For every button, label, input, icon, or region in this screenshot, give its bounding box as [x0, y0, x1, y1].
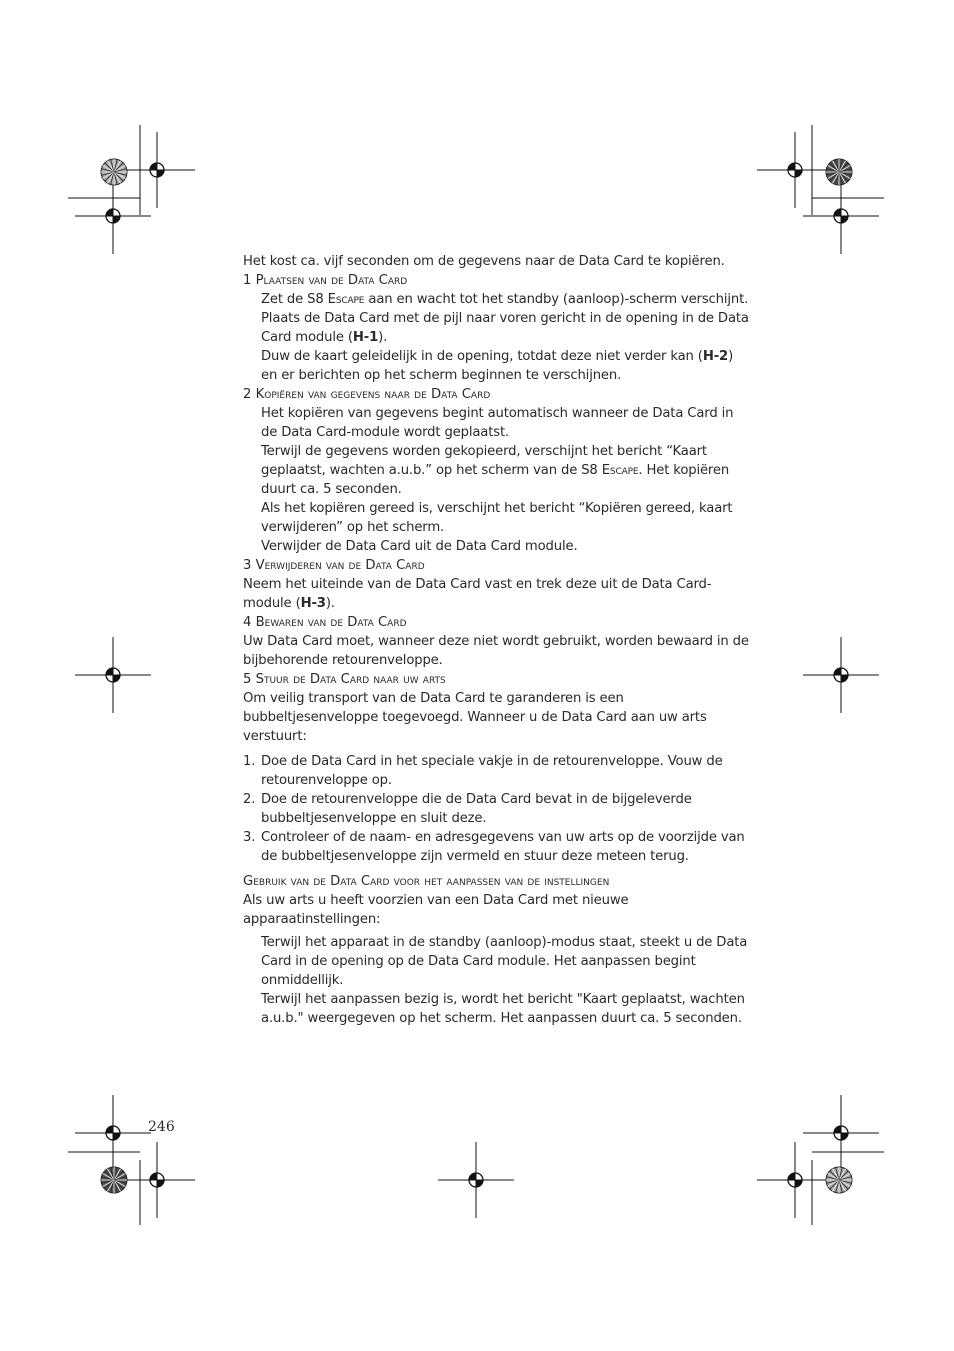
figure-reference: H-3 — [300, 596, 326, 611]
paragraph: Terwijl het aanpassen bezig is, wordt het bericht "Kaart geplaatst, wachten a.u.b." weergegeven op het scherm. Het aanpassen duurt ca. 5 seconden. — [261, 992, 745, 1026]
list-item: 2. Doe de retourenveloppe die de Data Card bevat in de bijgeleverde bubbeltjesenveloppe en sluit deze. — [243, 792, 692, 826]
paragraph: Als uw arts u heeft voorzien van een Data Card met nieuwe apparaatinstellingen: — [243, 893, 629, 927]
section-heading: 2 Kopiëren van gegevens naar de Data Card — [243, 387, 491, 402]
main-heading: Gebruik van de Data Card voor het aanpassen van de instellingen — [243, 874, 610, 889]
registration-target-icon — [75, 1095, 151, 1171]
paragraph: Uw Data Card moet, wanneer deze niet wordt gebruikt, worden bewaard in de bijbehorende retourenveloppe. — [243, 634, 749, 668]
section-plaatsen — [243, 271, 753, 385]
paragraph: Om veilig transport van de Data Card te garanderen is een bubbeltjesenveloppe toegevoegd. Wanneer u de Data Card aan uw arts verstuurt: — [243, 691, 707, 744]
list-item: 1. Doe de Data Card in het speciale vakje in de retourenveloppe. Vouw de retourenveloppe op. — [243, 754, 723, 788]
registration-target-icon — [803, 1095, 879, 1171]
registration-target-icon — [757, 1142, 833, 1218]
section-gebruik — [243, 872, 753, 1028]
paragraph: Het kopiëren van gegevens begint automatisch wanneer de Data Card in de Data Card-module wordt geplaatst. — [261, 406, 734, 440]
figure-reference: H-1 — [352, 330, 379, 345]
paragraph: Verwijder de Data Card uit de Data Card module. — [261, 539, 578, 554]
registration-target-icon — [75, 637, 151, 713]
paragraph: Als het kopiëren gereed is, verschijnt het bericht “Kopiëren gereed, kaart verwijderen” op het scherm. — [261, 501, 733, 535]
paragraph: Neem het uiteinde van de Data Card vast en trek deze uit de Data Card-module (H-3). — [243, 577, 712, 611]
paragraph: Duw de kaart geleidelijk in de opening, totdat deze niet verder kan (H-2) en er berichten op het scherm beginnen te verschijnen. — [261, 349, 734, 383]
section-heading: 1 Plaatsen van de Data Card — [243, 273, 408, 288]
section-heading: 5 Stuur de Data Card naar uw arts — [243, 672, 446, 687]
section-bewaren — [243, 613, 753, 670]
section-verwijderen — [243, 556, 753, 613]
color-wheel-icon — [826, 1167, 852, 1193]
registration-target-icon — [119, 1142, 195, 1218]
section-heading: 3 Verwijderen van de Data Card — [243, 558, 425, 573]
figure-reference: H-2 — [702, 349, 729, 364]
section-stuur — [243, 670, 753, 866]
paragraph: Terwijl het apparaat in de standby (aanloop)-modus staat, steekt u de Data Card in de opening op de Data Card module. Het aanpassen begint onmiddellijk. — [261, 935, 748, 988]
intro-paragraph: Het kost ca. vijf seconden om de gegevens naar de Data Card te kopiëren. — [243, 254, 725, 269]
device-name: S8 Escape — [307, 292, 365, 307]
paragraph: Terwijl de gegevens worden gekopieerd, verschijnt het bericht “Kaart geplaatst, wachten a.u.b.” op het scherm van de S8 Escape. Het kopiëren duurt ca. 5 seconden. — [261, 444, 730, 497]
section-kopieren — [243, 385, 753, 556]
color-wheel-icon — [101, 159, 127, 185]
registration-target-icon — [119, 132, 195, 208]
registration-target-icon — [438, 1142, 514, 1218]
color-wheel-icon — [826, 159, 852, 185]
paragraph: Zet de S8 Escape aan en wacht tot het standby (aanloop)-scherm verschijnt. — [261, 292, 749, 307]
paragraph: Plaats de Data Card met de pijl naar voren gericht in de opening in de Data Card module (H-1). — [261, 311, 749, 345]
numbered-list — [243, 752, 753, 866]
registration-target-icon — [757, 132, 833, 208]
page-content — [243, 252, 753, 1028]
device-name: S8 Escape — [581, 463, 639, 478]
registration-target-icon — [803, 637, 879, 713]
color-wheel-icon — [101, 1167, 127, 1193]
section-heading: 4 Bewaren van de Data Card — [243, 615, 407, 630]
registration-target-icon — [803, 178, 879, 254]
list-item: 3. Controleer of de naam- en adresgegevens van uw arts op de voorzijde van de bubbeltjesenveloppe zijn vermeld en stuur deze meteen terug. — [243, 830, 745, 864]
page-number: 246 — [148, 1119, 175, 1135]
